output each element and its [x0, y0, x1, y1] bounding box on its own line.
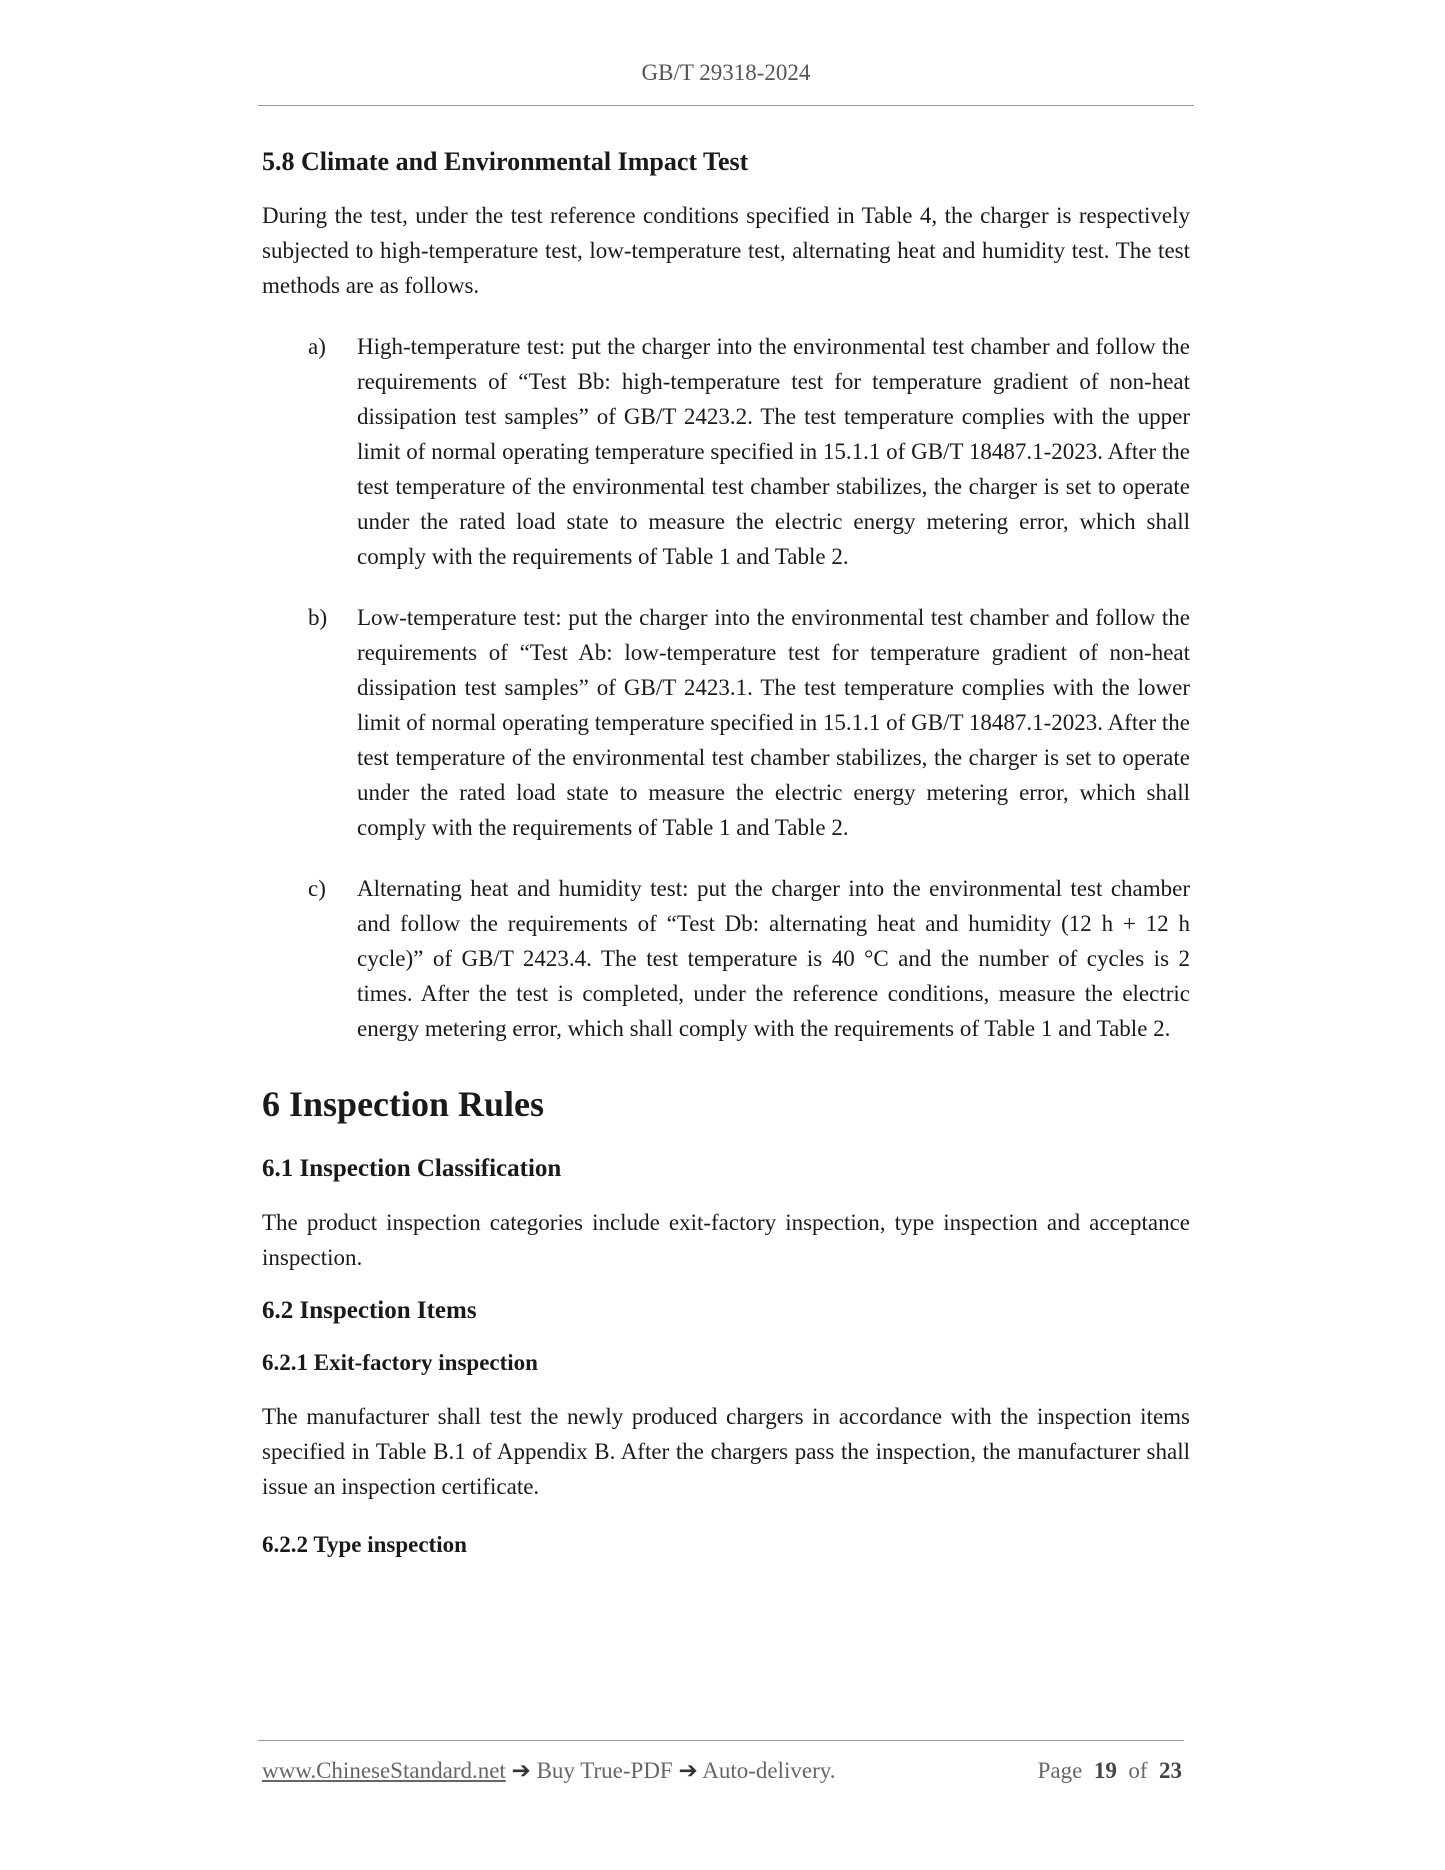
- section-6-2-heading: 6.2 Inspection Items: [262, 1297, 477, 1324]
- page-label: Page: [1037, 1758, 1083, 1783]
- of-label: of: [1128, 1758, 1148, 1783]
- list-item-c: [262, 871, 1190, 1046]
- arrow-right-icon: ➔: [511, 1758, 531, 1783]
- footer-divider: [258, 1740, 1184, 1741]
- section-6-2-2-heading: 6.2.2 Type inspection: [262, 1532, 467, 1557]
- list-text-b: Low-temperature test: put the charger into the environmental test chamber and follow the requirements of “Test Ab: low-temperature test for temperature gradient of non-heat dissipation test samples” of GB/T 2423.1. The test temperature complies with the lower limit of normal operating temperature specified in 15.1.1 of GB/T 18487.1-2023. After the test temperature of the environmental test chamber stabilizes, the charger is set to operate under the rated load state to measure the electric energy metering error, which shall comply with the requirements of Table 1 and Table 2.: [357, 605, 1190, 840]
- list-marker-b: b): [308, 605, 328, 630]
- section-5-8-heading: 5.8 Climate and Environmental Impact Test: [262, 147, 749, 176]
- arrow-right-icon: ➔: [678, 1758, 698, 1783]
- list-text-c: Alternating heat and humidity test: put the charger into the environmental test chamber and follow the requirements of “Test Db: alternating heat and humidity (12 h + 12 h cycle)” of GB/T 2423.4. The test temperature is 40 °C and the number of cycles is 2 times. After the test is completed, under the reference conditions, measure the electric energy metering error, which shall comply with the requirements of Table 1 and Table 2.: [357, 876, 1190, 1041]
- total-pages: 23: [1159, 1758, 1182, 1783]
- header-divider: [258, 105, 1194, 106]
- current-page: 19: [1093, 1758, 1117, 1783]
- page-footer: [262, 1758, 1182, 1784]
- document-body: [262, 145, 1190, 1561]
- auto-delivery-text: Auto-delivery.: [697, 1758, 836, 1783]
- section-6-1-heading: 6.1 Inspection Classification: [262, 1155, 562, 1182]
- section-6-2-1-text: The manufacturer shall test the newly produced chargers in accordance with the inspection items specified in Table B.1 of Appendix B. After the chargers pass the inspection, the manufacturer shall issue an inspection certificate.: [262, 1404, 1190, 1499]
- page-number: [1038, 1758, 1182, 1784]
- list-item-a: [262, 329, 1190, 574]
- section-6-2-1-heading: 6.2.1 Exit-factory inspection: [262, 1350, 538, 1375]
- page-header: GB/T 29318-2024: [641, 60, 811, 85]
- section-6-heading: 6 Inspection Rules: [262, 1084, 545, 1124]
- section-5-8-intro: During the test, under the test reference conditions specified in Table 4, the charger is respectively subjected to high-temperature test, low-temperature test, alternating heat and humidity test. The test methods are as follows.: [262, 203, 1190, 298]
- list-item-b: [262, 600, 1190, 845]
- chinese-standard-link[interactable]: www.ChineseStandard.net: [262, 1758, 506, 1783]
- section-6-1-text: The product inspection categories include exit-factory inspection, type inspection and acceptance inspection.: [262, 1210, 1190, 1270]
- buy-true-pdf-text: Buy True-PDF: [530, 1758, 679, 1783]
- list-marker-c: c): [308, 876, 326, 901]
- list-text-a: High-temperature test: put the charger into the environmental test chamber and follow the requirements of “Test Bb: high-temperature test for temperature gradient of non-heat dissipation test samples” of GB/T 2423.2. The test temperature complies with the upper limit of normal operating temperature specified in 15.1.1 of GB/T 18487.1-2023. After the test temperature of the environmental test chamber stabilizes, the charger is set to operate under the rated load state to measure the electric energy metering error, which shall comply with the requirements of Table 1 and Table 2.: [357, 334, 1190, 569]
- list-marker-a: a): [308, 334, 326, 359]
